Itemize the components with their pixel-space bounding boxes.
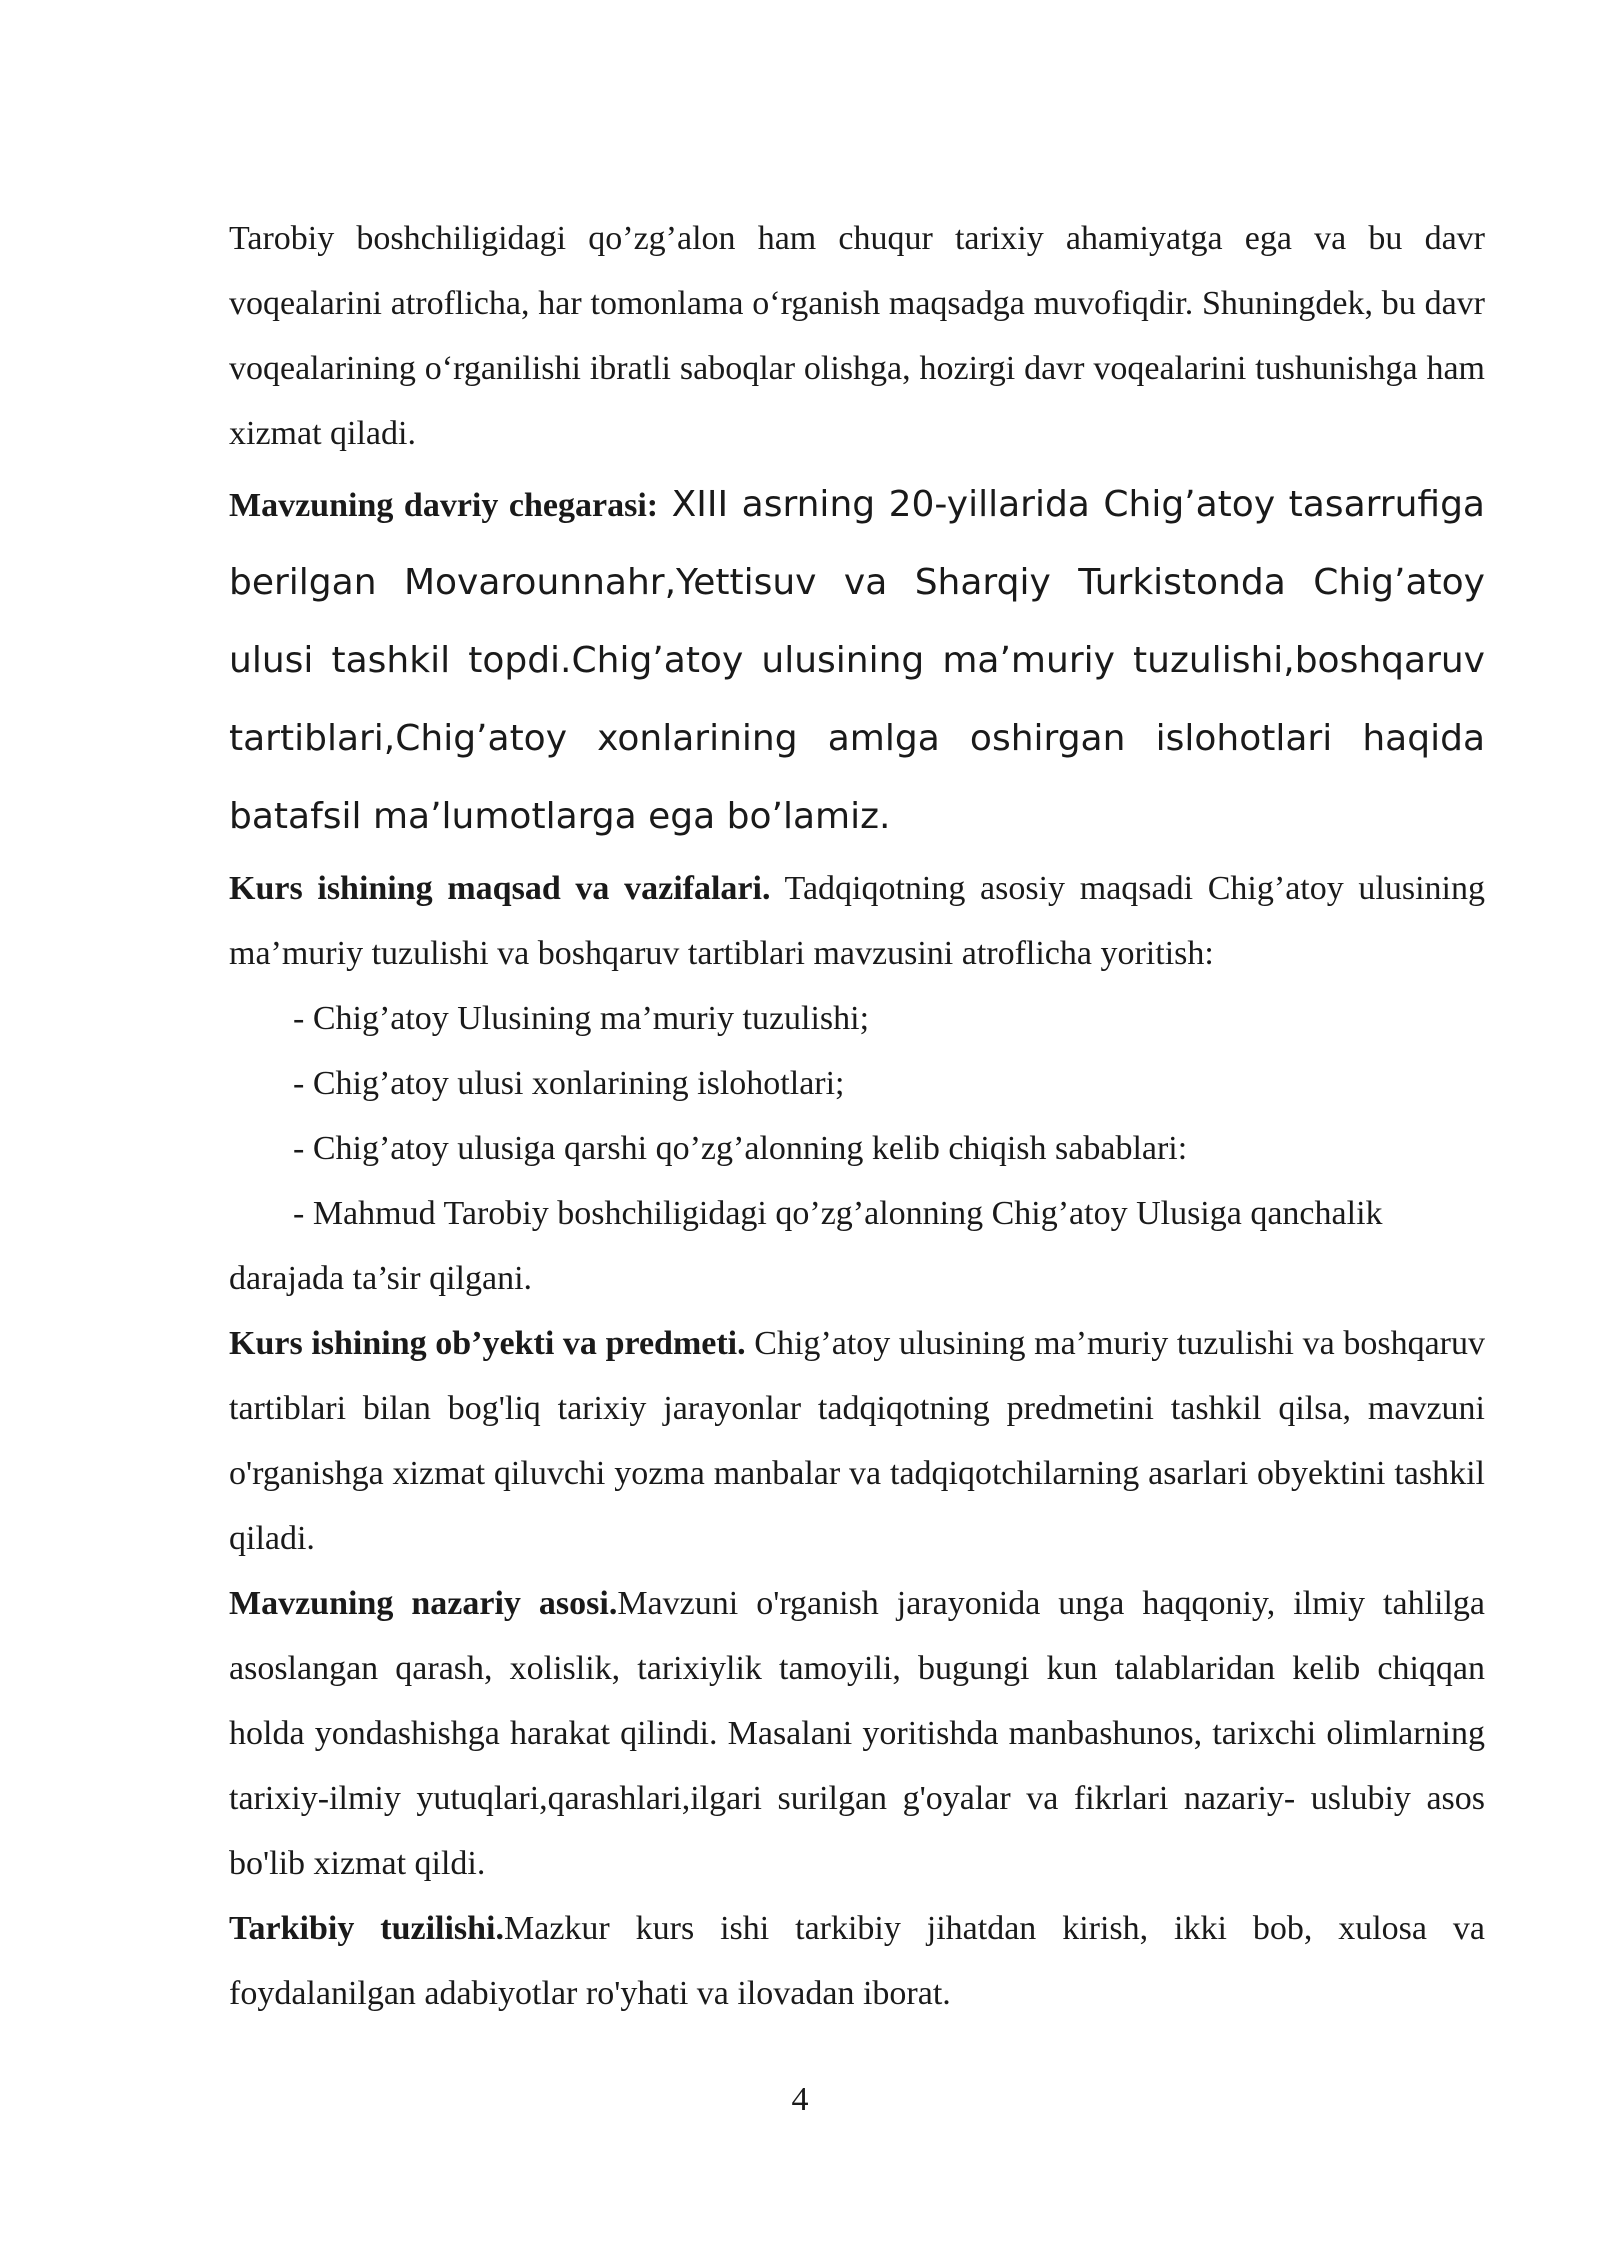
object-paragraph [229, 1311, 1485, 1571]
intro-paragraph: Tarobiy boshchiligidagi qo’zg’alon ham chuqur tarixiy ahamiyatga ega va bu davr voqealarini atroflicha, har tomonlama o‘rganish maqsadga muvofiqdir. Shuningdek, bu davr voqealarining o‘rganilishi ibratli saboqlar olishga, hozirgi davr voqealarini tushunishga ham xizmat qiladi. [229, 220, 1485, 452]
object-text: Chig’atoy ulusining ma’muriy tuzulishi va boshqaruv tartiblari bilan bog'liq tarixiy jarayonlar tadqiqotning predmetini tashkil qilsa, mavzuni o'rganishga xizmat qiluvchi yozma manbalar va tadqiqotchilarning asarlari obyektini tashkil qiladi. [229, 1325, 1485, 1557]
document-body [229, 206, 1485, 2026]
goals-item: - Chig’atoy Ulusining ma’muriy tuzulishi; [293, 1000, 870, 1037]
goals-item: - Mahmud Tarobiy boshchiligidagi qo’zg’alonning Chig’atoy Ulusiga qanchalik darajada ta’sir qilgani. [229, 1195, 1383, 1297]
chronology-text: XIII asrning 20-yillarida Chig’atoy tasarrufiga berilgan Movarounnahr,Yettisuv va Sharqiy Turkistonda Chig’atoy ulusi tashkil topdi.Chig’atoy ulusining ma’muriy tuzulishi,boshqaruv tartiblari,Chig’atoy xonlarining amlga oshirgan islohotlari haqida batafsil ma’lumotlarga ega bo’lamiz. [229, 484, 1485, 837]
goals-text: Tadqiqotning asosiy maqsadi Chig’atoy ulusining ma’muriy tuzulishi va boshqaruv tartiblari mavzusini atroflicha yoritish: [229, 870, 1485, 972]
structure-paragraph [229, 1896, 1485, 2026]
goals-item: - Chig’atoy ulusiga qarshi qo’zg’alonning kelib chiqish sabablari: [293, 1130, 1188, 1167]
goals-paragraph [229, 856, 1485, 986]
theory-text: Mavzuni o'rganish jarayonida unga haqqoniy, ilmiy tahlilga asoslangan qarash, xolislik, tarixiylik tamoyili, bugungi kun talablaridan kelib chiqqan holda yondashishga harakat qilindi. Masalani yoritishda manbashunos, tarixchi olimlarning tarixiy-ilmiy yutuqlari,qarashlari,ilgari surilgan g'oyalar va fikrlari nazariy- uslubiy asos bo'lib xizmat qildi. [229, 1585, 1485, 1882]
theory-paragraph [229, 1571, 1485, 1896]
goals-heading: Kurs ishining maqsad va vazifalari. [229, 870, 771, 907]
chronology-paragraph [229, 466, 1485, 856]
structure-text: Mazkur kurs ishi tarkibiy jihatdan kirish, ikki bob, xulosa va foydalanilgan adabiyotlar ro'yhati va ilovadan iborat. [229, 1910, 1485, 2012]
theory-heading: Mavzuning nazariy asosi. [229, 1585, 618, 1622]
page-number: 4 [791, 2081, 809, 2118]
chronology-heading: Mavzuning davriy chegarasi: [229, 487, 659, 524]
structure-heading: Tarkibiy tuzilishi. [229, 1910, 505, 1947]
object-heading: Kurs ishining ob’yekti va predmeti. [229, 1325, 746, 1362]
goals-item: - Chig’atoy ulusi xonlarining islohotlari; [293, 1065, 845, 1102]
